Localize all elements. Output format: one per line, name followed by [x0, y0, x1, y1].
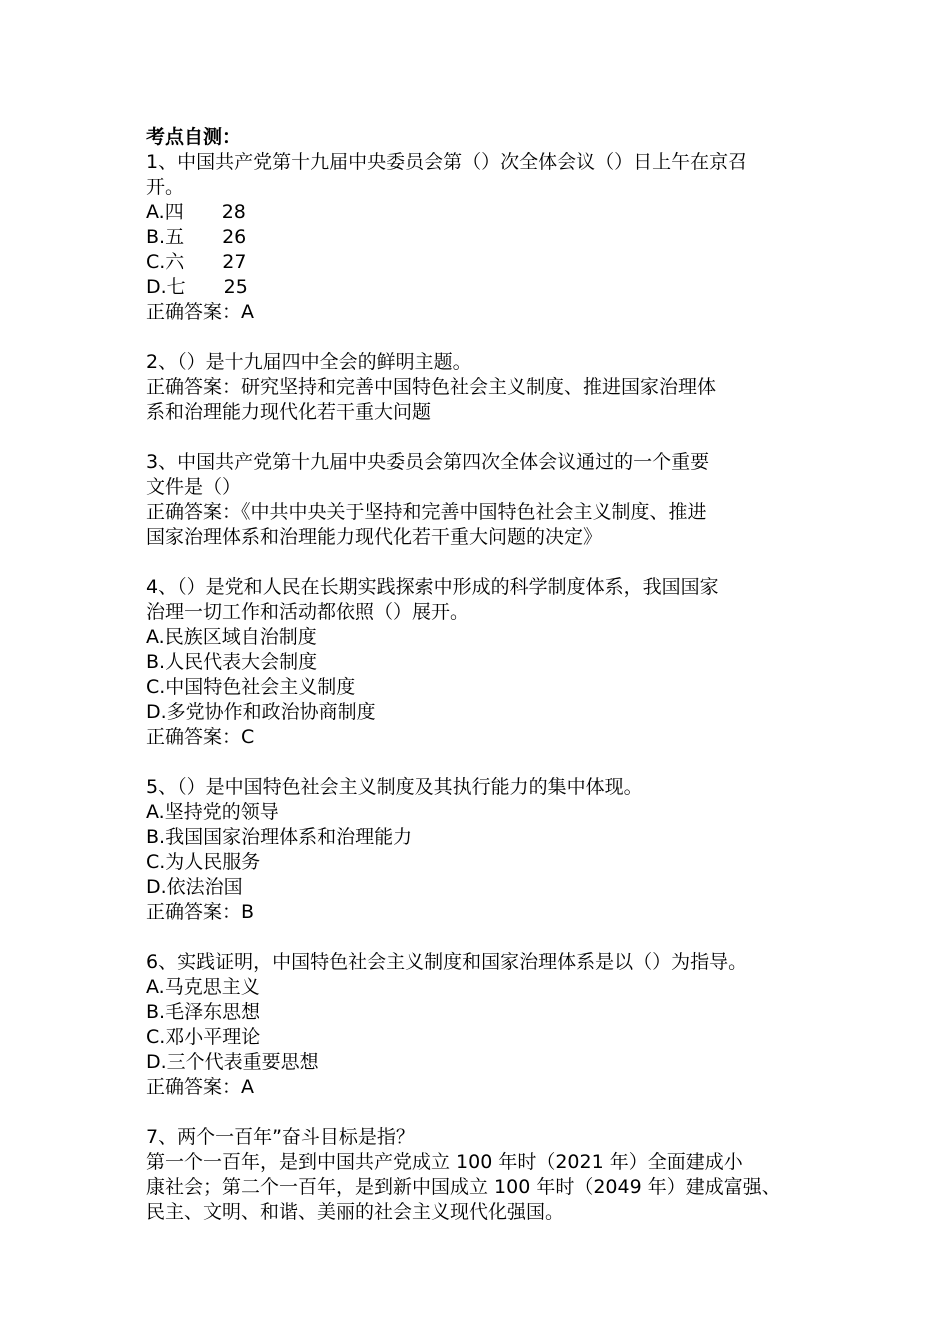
- q6-answer: 正确答案：A: [146, 1076, 254, 1098]
- q3-answer-line-1: 正确答案：《中共中央关于坚持和完善中国特色社会主义制度、推进: [146, 501, 707, 523]
- q6-stem: 6、实践证明，中国特色社会主义制度和国家治理体系是以（）为指导。: [146, 951, 748, 973]
- q6-option-b: B.毛泽东思想: [146, 1001, 261, 1023]
- q5-option-b: B.我国国家治理体系和治理能力: [146, 826, 413, 848]
- document-page: [146, 125, 826, 1225]
- q1-option-a: A.四 28: [146, 201, 246, 223]
- q4-option-a: A.民族区域自治制度: [146, 626, 317, 648]
- q4-option-d: D.多党协作和政治协商制度: [146, 701, 376, 723]
- q4-stem-line-1: 4、（）是党和人民在长期实践探索中形成的科学制度体系，我国国家: [146, 576, 719, 598]
- q7-body-line-2: 康社会；第二个一百年，是到新中国成立 100 年时（2049 年）建成富强、: [146, 1176, 781, 1198]
- spacer: [146, 325, 826, 350]
- q3-stem-line-2: 文件是（）: [146, 476, 242, 498]
- section-heading: 考点自测：: [146, 126, 242, 148]
- q7-body-line-3: 民主、文明、和谐、美丽的社会主义现代化强国。: [146, 1201, 565, 1223]
- q6-option-c: C.邓小平理论: [146, 1026, 261, 1048]
- q5-answer: 正确答案：B: [146, 901, 255, 923]
- q1-stem-line-1: 1、中国共产党第十九届中央委员会第（）次全体会议（）日上午在京召: [146, 151, 748, 173]
- q5-option-c: C.为人民服务: [146, 851, 261, 873]
- q1-option-c: C.六 27: [146, 251, 247, 273]
- q3-answer-line-2: 国家治理体系和治理能力现代化若干重大问题的决定》: [146, 526, 603, 548]
- q5-stem: 5、（）是中国特色社会主义制度及其执行能力的集中体现。: [146, 776, 643, 798]
- q4-option-c: C.中国特色社会主义制度: [146, 676, 356, 698]
- q6-option-a: A.马克思主义: [146, 976, 260, 998]
- q2-answer-line-2: 系和治理能力现代化若干重大问题: [146, 401, 432, 423]
- spacer: [146, 750, 826, 775]
- spacer: [146, 925, 826, 950]
- spacer: [146, 1100, 826, 1125]
- q1-stem-line-2: 开。: [146, 176, 185, 198]
- q4-option-b: B.人民代表大会制度: [146, 651, 318, 673]
- q7-stem: 7、两个一百年”奋斗目标是指？: [146, 1126, 415, 1148]
- q4-answer: 正确答案：C: [146, 726, 255, 748]
- q1-option-b: B.五 26: [146, 226, 247, 248]
- spacer: [146, 425, 826, 450]
- q2-stem: 2、（）是十九届四中全会的鲜明主题。: [146, 351, 472, 373]
- q1-answer: 正确答案：A: [146, 301, 254, 323]
- q5-option-d: D.依法治国: [146, 876, 243, 898]
- q7-body-line-1: 第一个一百年，是到中国共产党成立 100 年时（2021 年）全面建成小: [146, 1151, 743, 1173]
- q4-stem-line-2: 治理一切工作和活动都依照（）展开。: [146, 601, 470, 623]
- q2-answer-line-1: 正确答案：研究坚持和完善中国特色社会主义制度、推进国家治理体: [146, 376, 717, 398]
- spacer: [146, 550, 826, 575]
- q6-option-d: D.三个代表重要思想: [146, 1051, 319, 1073]
- q1-option-d: D.七 25: [146, 276, 248, 298]
- q5-option-a: A.坚持党的领导: [146, 801, 279, 823]
- q3-stem-line-1: 3、中国共产党第十九届中央委员会第四次全体会议通过的一个重要: [146, 451, 710, 473]
